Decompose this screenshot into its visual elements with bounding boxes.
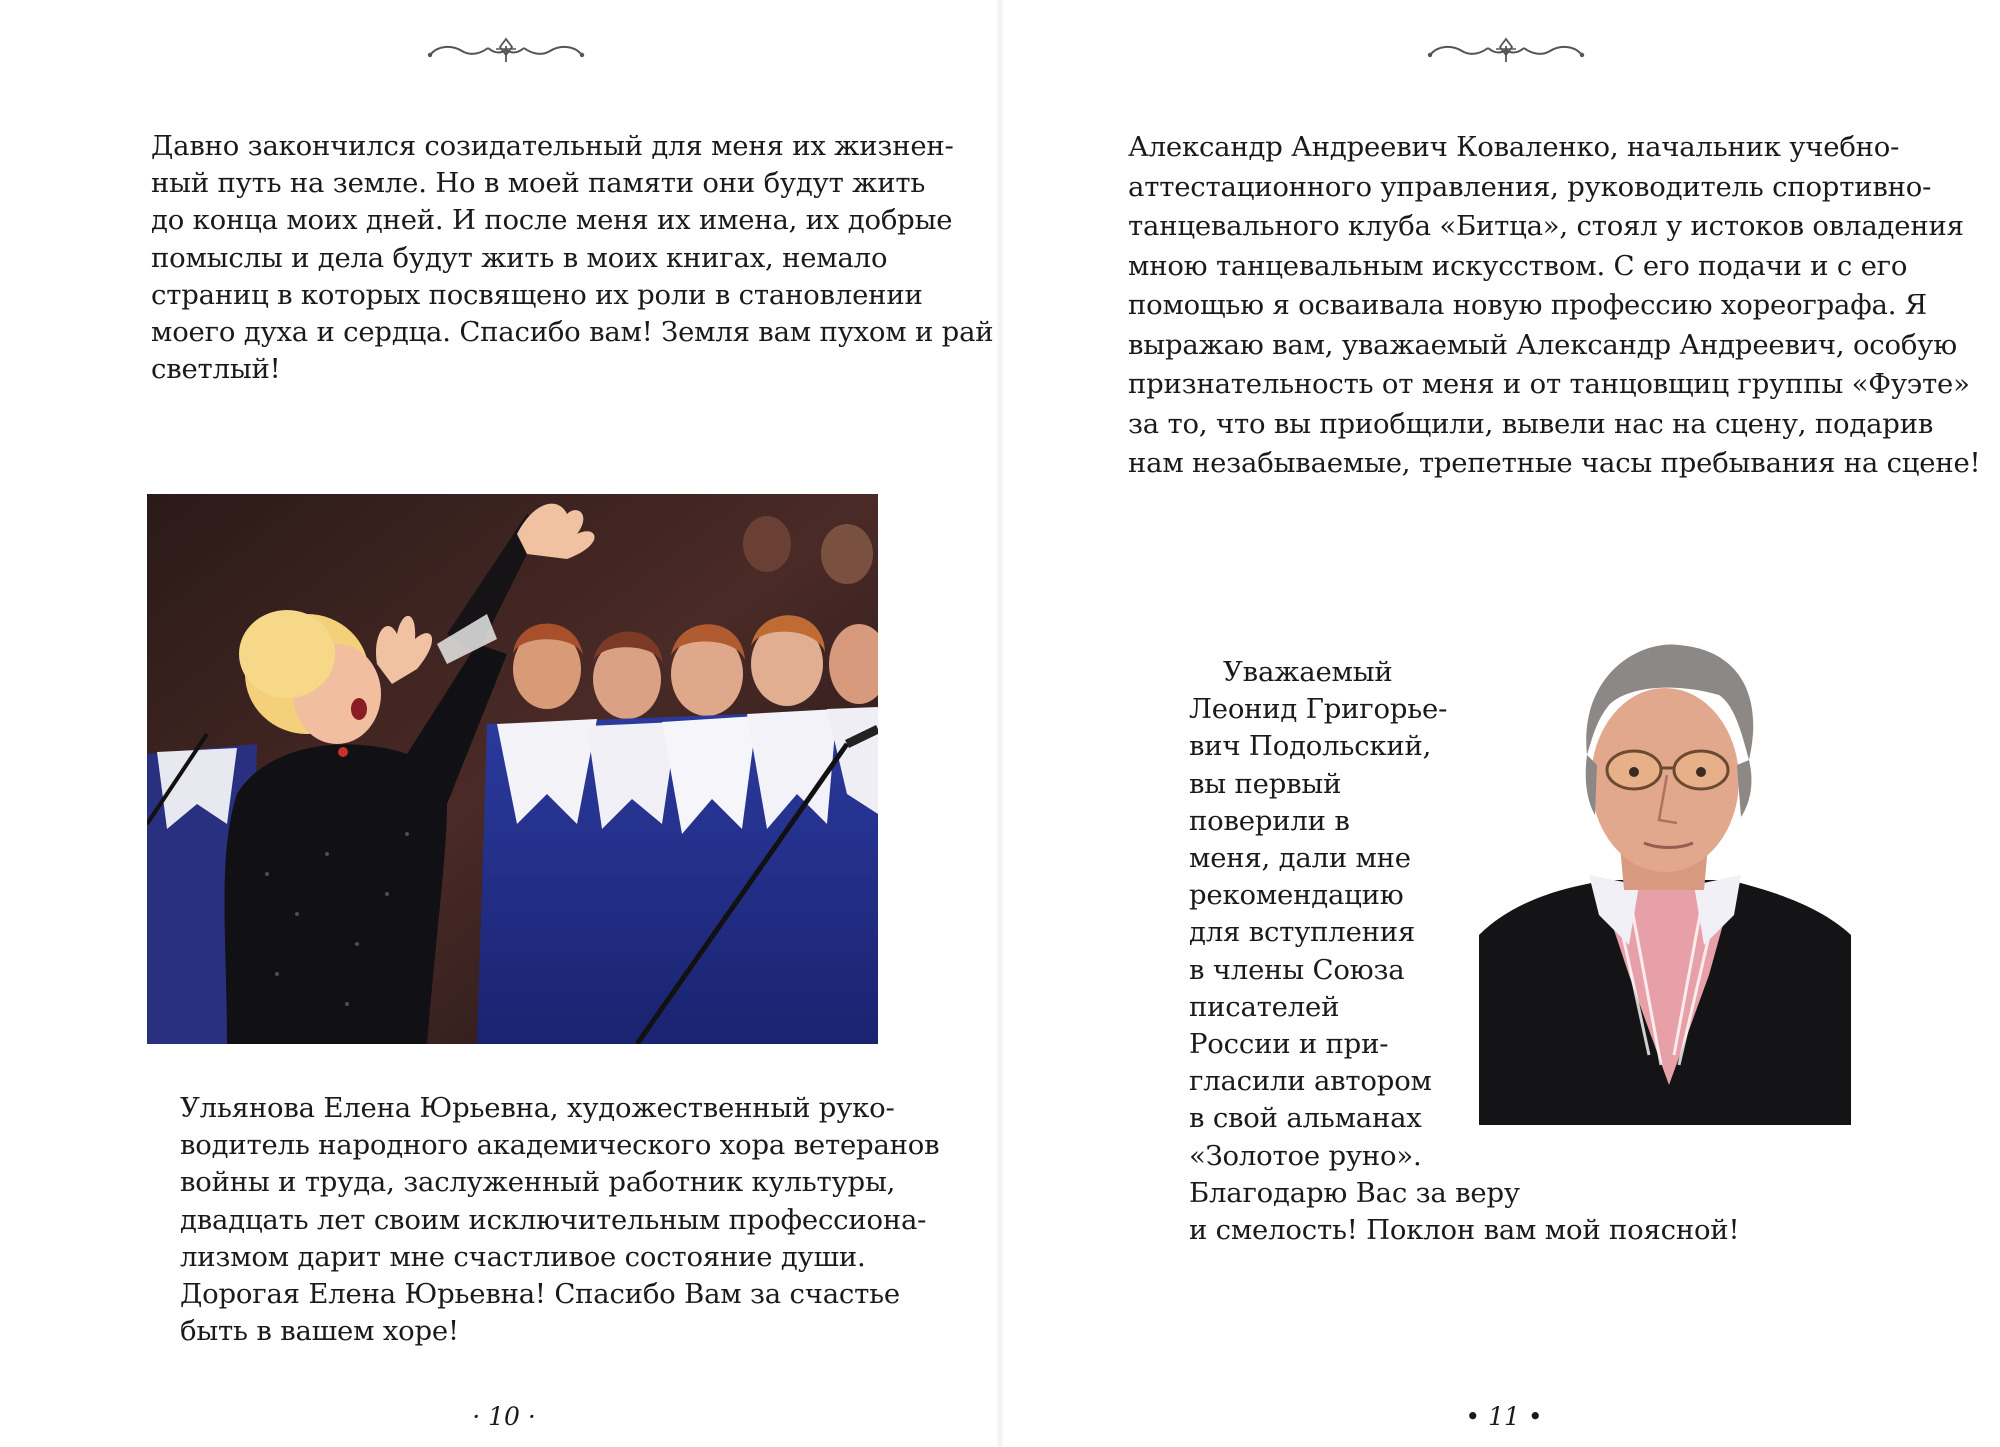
text-line: водитель народного академического хора ветеранов	[180, 1129, 940, 1162]
text-line: быть в вашем хоре!	[180, 1315, 459, 1348]
text-line: мною танцевальным искусством. С его подачи и с его	[1128, 249, 1908, 282]
text-line: моего духа и сердца. Спасибо вам! Земля вам пухом и рай	[151, 316, 994, 349]
text-line: России и при-	[1189, 1028, 1389, 1061]
ornament-flourish-icon	[1424, 36, 1588, 66]
portrait-photo	[1479, 635, 1851, 1125]
text-line: двадцать лет своим исключительным профессиона-	[180, 1203, 927, 1236]
text-line: в члены Союза	[1189, 953, 1405, 986]
ornament-flourish-icon	[424, 36, 588, 66]
text-line: гласили автором	[1189, 1065, 1432, 1098]
text-line: Дорогая Елена Юрьевна! Спасибо Вам за счастье	[180, 1278, 900, 1311]
right-page	[1000, 0, 2000, 1447]
text-line: войны и труда, заслуженный работник культуры,	[180, 1166, 896, 1199]
text-line: ный путь на земле. Но в моей памяти они будут жить	[151, 167, 926, 200]
text-line: вы первый	[1189, 767, 1342, 800]
text-line: Александр Андреевич Коваленко, начальник учебно-	[1128, 131, 1900, 163]
text-line: Давно закончился созидательный для меня их жизнен-	[151, 130, 954, 162]
choir-conductor-photo	[147, 494, 878, 1044]
text-line: выражаю вам, уважаемый Александр Андреевич, особую	[1128, 328, 1957, 361]
text-line: вич Подольский,	[1189, 730, 1432, 763]
text-line: Леонид Григорье-	[1189, 693, 1448, 726]
text-line: поверили в	[1189, 804, 1350, 837]
text-line: «Золотое руно».	[1189, 1139, 1422, 1172]
text-line: для вступления	[1189, 916, 1416, 949]
text-line: признательность от меня и от танцовщиц группы «Фуэте»	[1128, 368, 1970, 400]
text-line: танцевального клуба «Битца», стоял у истоков овладения	[1128, 210, 1964, 242]
text-line: аттестационного управления, руководитель спортивно-	[1128, 170, 1932, 203]
text-line: и смелость! Поклон вам мой поясной!	[1189, 1214, 1740, 1247]
text-line: рекомендацию	[1189, 879, 1404, 912]
left-paragraph-1	[117, 128, 993, 388]
text-line: нам незабываемые, трепетные часы пребывания на сцене!	[1128, 447, 1981, 479]
right-paragraph-1	[1094, 128, 1980, 484]
text-line: в свой альманах	[1189, 1102, 1422, 1135]
text-line: писателей	[1189, 990, 1340, 1023]
text-line: лизмом дарит мне счастливое состояние души.	[180, 1240, 866, 1273]
text-line: Ульянова Елена Юрьевна, художественный руко-	[180, 1092, 895, 1124]
text-line: светлый!	[151, 353, 281, 386]
text-line: помыслы и дела будут жить в моих книгах, немало	[151, 241, 888, 274]
page-number-left: · 10 ·	[472, 1402, 536, 1431]
text-line: помощью я осваивала новую профессию хореографа. Я	[1128, 289, 1927, 321]
text-line: за то, что вы приобщили, вывели нас на сцену, подарив	[1128, 407, 1934, 440]
text-line: меня, дали мне	[1189, 842, 1411, 875]
text-line: Благодарю Вас за веру	[1189, 1176, 1520, 1209]
left-paragraph-2	[146, 1090, 939, 1350]
text-line: Уважаемый	[1223, 656, 1393, 688]
text-line: страниц в которых посвящено их роли в становлении	[151, 278, 923, 311]
text-line: до конца моих дней. И после меня их имена, их добрые	[151, 204, 953, 237]
page-number-right: • 11 •	[1465, 1402, 1543, 1431]
